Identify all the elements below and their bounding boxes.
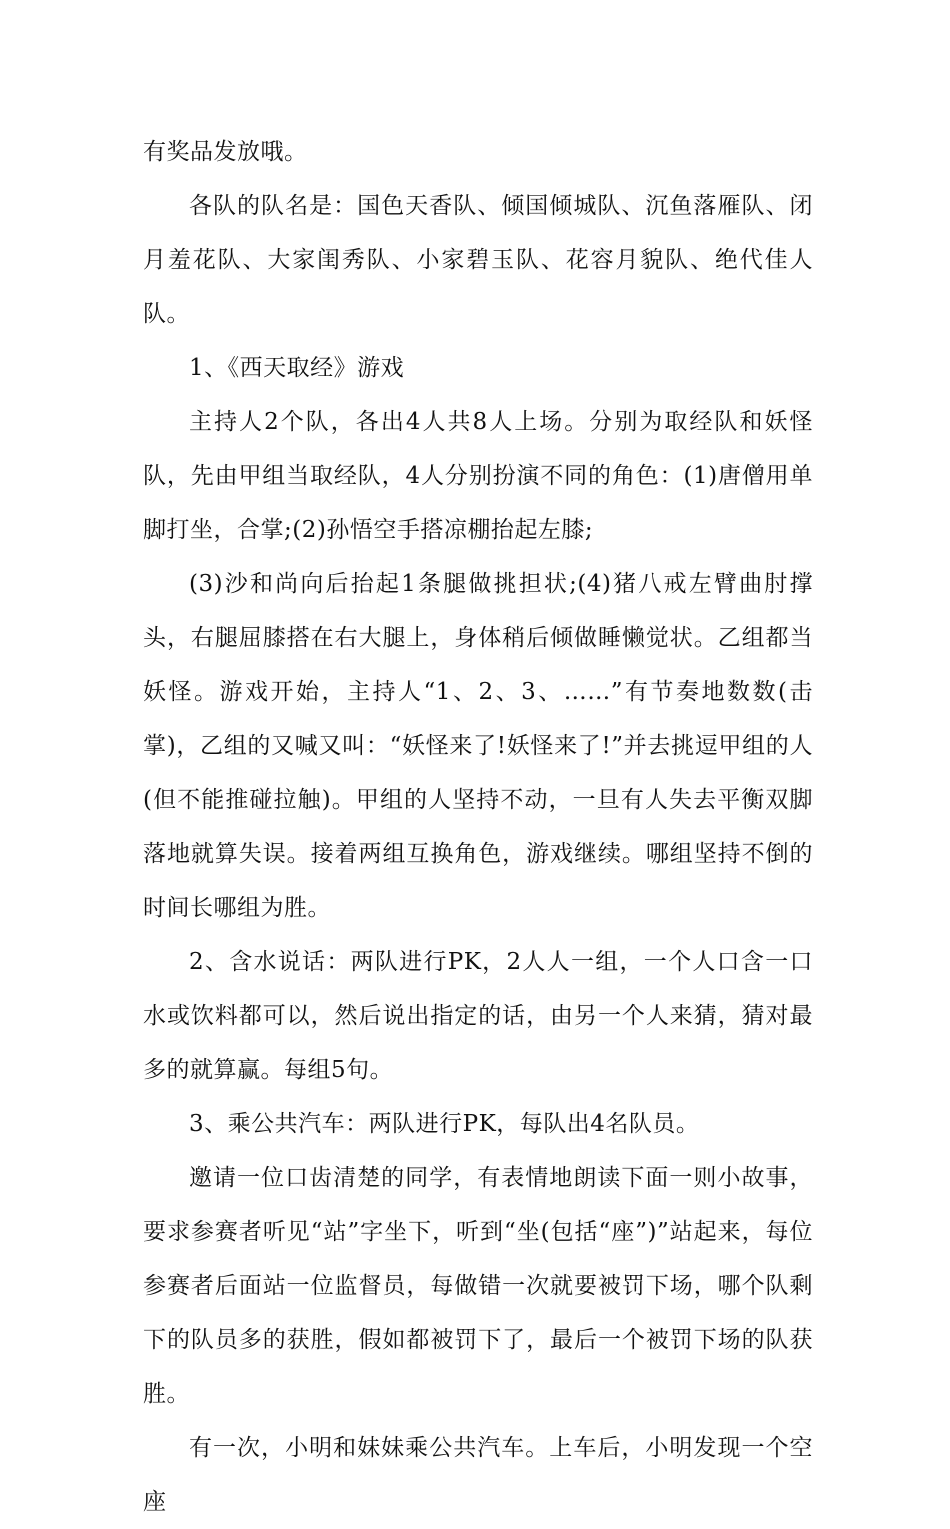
document-body [143, 125, 813, 1529]
paragraph-game-1-setup: 主持人2个队，各出4人共8人上场。分别为取经队和妖怪队，先由甲组当取经队，4人分别扮演不同的角色：(1)唐僧用单脚打坐，合掌;(2)孙悟空手搭凉棚抬起左膝; [143, 409, 813, 543]
paragraph-prize-note: 有奖品发放哦。 [143, 139, 308, 165]
paragraph-game-2: 2、含水说话：两队进行PK，2人人一组，一个人口含一口水或饮料都可以，然后说出指定的话，由另一个人来猜，猜对最多的就算赢。每组5句。 [143, 949, 813, 1083]
paragraph-team-names: 各队的队名是：国色天香队、倾国倾城队、沉鱼落雁队、闭月羞花队、大家闺秀队、小家碧玉队、花容月貌队、绝代佳人队。 [143, 193, 813, 327]
paragraph-game-3: 3、乘公共汽车：两队进行PK，每队出4名队员。 [189, 1111, 700, 1137]
paragraph-story: 有一次，小明和妹妹乘公共汽车。上车后，小明发现一个空座 [143, 1435, 813, 1515]
heading-game-1: 1、《西天取经》游戏 [189, 355, 405, 381]
paragraph-game-1-rules: (3)沙和尚向后抬起1条腿做挑担状;(4)猪八戒左臂曲肘撑头，右腿屈膝搭在右大腿上，身体稍后倾做睡懒觉状。乙组都当妖怪。游戏开始，主持人“1、2、3、……”有节奏地数数(击掌)，乙组的又喊又叫：“妖怪来了!妖怪来了!”并去挑逗甲组的人(但不能推碰拉触)。甲组的人坚持不动，一旦有人失去平衡双脚落地就算失误。接着两组互换角色，游戏继续。哪组坚持不倒的时间长哪组为胜。 [143, 571, 813, 921]
paragraph-game-3-rules: 邀请一位口齿清楚的同学，有表情地朗读下面一则小故事，要求参赛者听见“站”字坐下，听到“坐(包括“座”)”站起来，每位参赛者后面站一位监督员，每做错一次就要被罚下场，哪个队剩下的队员多的获胜，假如都被罚下了，最后一个被罚下场的队获胜。 [143, 1165, 813, 1407]
